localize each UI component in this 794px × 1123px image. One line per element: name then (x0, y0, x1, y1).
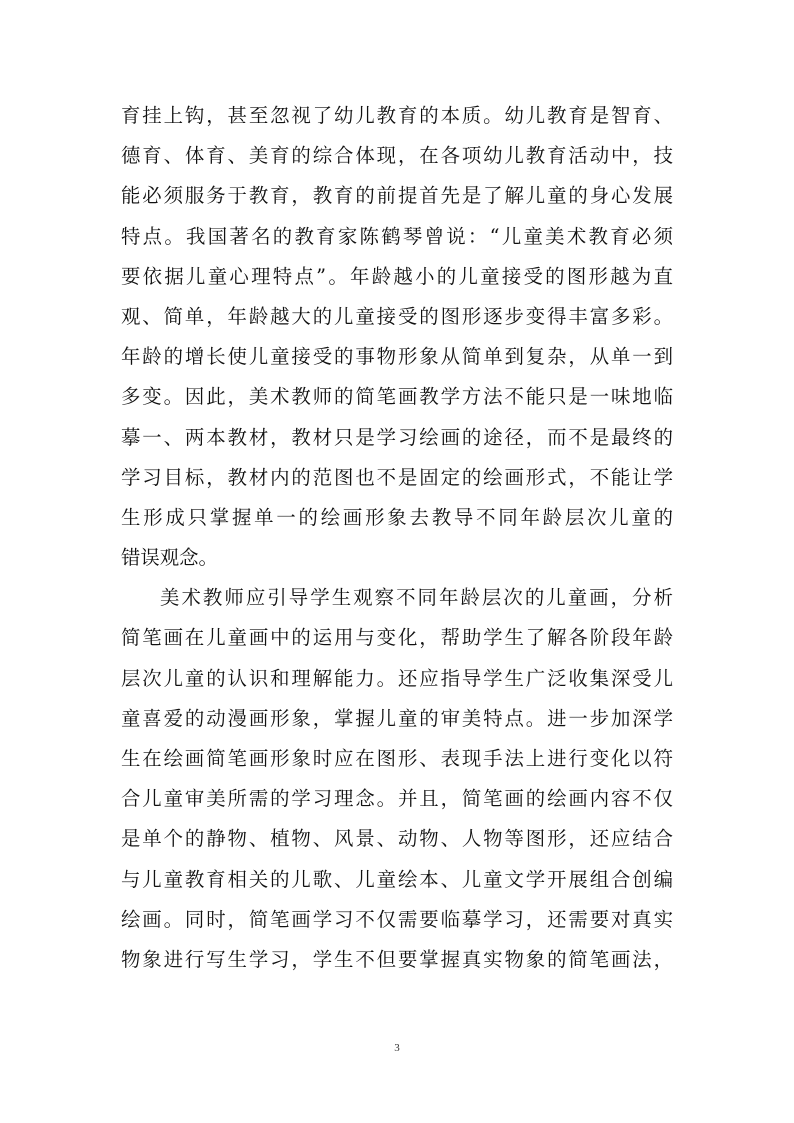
text-line: 美术教师应引导学生观察不同年龄层次的儿童画，分析 (160, 586, 673, 610)
paragraph-1 (121, 96, 673, 578)
text-line: 生形成只掌握单一的绘画形象去教导不同年龄层次儿童的 (121, 505, 673, 529)
text-line: 年龄的增长使儿童接受的事物形象从简单到复杂，从单一到 (121, 345, 673, 369)
text-line: 德育、体育、美育的综合体现，在各项幼儿教育活动中，技 (121, 144, 673, 168)
text-line: 要依据儿童心理特点”。年龄越小的儿童接受的图形越为直 (121, 264, 673, 288)
text-line: 生在绘画简笔画形象时应在图形、表现手法上进行变化以符 (121, 747, 673, 770)
text-line: 简笔画在儿童画中的运用与变化，帮助学生了解各阶段年龄 (121, 626, 673, 650)
text-line: 合儿童审美所需的学习理念。并且，简笔画的绘画内容不仅 (121, 787, 673, 811)
paragraph-2 (121, 578, 673, 980)
text-line: 育挂上钩，甚至忽视了幼儿教育的本质。幼儿教育是智育、 (121, 104, 673, 127)
text-line: 能必须服务于教育，教育的前提首先是了解儿童的身心发展 (121, 184, 673, 208)
text-line: 错误观念。 (121, 546, 218, 570)
body-text (121, 96, 673, 980)
text-line: 特点。我国著名的教育家陈鹤琴曾说：“儿童美术教育必须 (121, 224, 673, 248)
text-line: 绘画。同时，简笔画学习不仅需要临摹学习，还需要对真实 (121, 907, 673, 931)
text-line: 学习目标，教材内的范图也不是固定的绘画形式，不能让学 (121, 465, 673, 489)
text-line: 层次儿童的认识和理解能力。还应指导学生广泛收集深受儿 (121, 666, 673, 690)
text-line: 多变。因此，美术教师的简笔画教学方法不能只是一味地临 (121, 385, 673, 409)
text-line: 摹一、两本教材，教材只是学习绘画的途径，而不是最终的 (121, 425, 673, 449)
text-line: 物象进行写生学习，学生不但要掌握真实物象的简笔画法， (121, 947, 673, 971)
page-number: 3 (394, 1042, 400, 1054)
text-line: 与儿童教育相关的儿歌、儿童绘本、儿童文学开展组合创编 (121, 867, 673, 891)
text-line: 观、简单，年龄越大的儿童接受的图形逐步变得丰富多彩。 (121, 304, 673, 328)
text-line: 童喜爱的动漫画形象，掌握儿童的审美特点。进一步加深学 (121, 706, 673, 730)
text-line: 是单个的静物、植物、风景、动物、人物等图形，还应结合 (121, 827, 673, 851)
